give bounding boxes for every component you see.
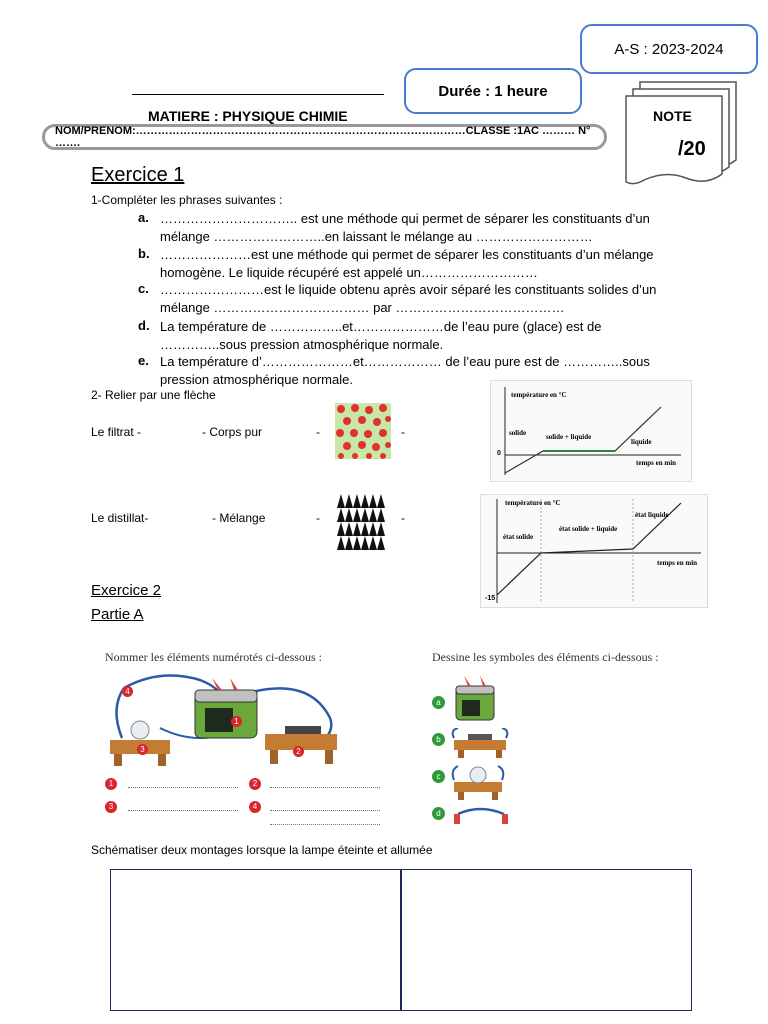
match-left-distillat: Le distillat-	[91, 511, 149, 525]
student-info-field[interactable]	[42, 124, 607, 150]
student-info-text: NOM/PRENOM:………………………………………………………………………………CLASSE :1AC ……… N° …….	[55, 125, 591, 149]
note-score: /20	[678, 138, 706, 160]
match-dash: -	[316, 425, 320, 439]
answer-line-3[interactable]	[128, 810, 238, 811]
pure-substance-image	[337, 494, 385, 550]
header-rule	[132, 94, 384, 95]
q1-instruction: 1-Compléter les phrases suivantes :	[91, 193, 283, 207]
item-b-letter: b.	[138, 246, 150, 261]
answer-line-4[interactable]	[270, 810, 380, 811]
school-year-box	[580, 24, 758, 74]
graph1-xlabel: temps en min	[636, 459, 677, 467]
battery-icon	[452, 674, 498, 724]
number-badge-4: 4	[249, 801, 261, 813]
graph2-xlabel: temps en min	[657, 559, 698, 567]
heating-curve-graph	[480, 494, 708, 608]
letter-badge-a: a	[432, 696, 445, 709]
number-badge-1: 1	[105, 778, 117, 790]
answer-line-1[interactable]	[128, 787, 238, 788]
answer-line-4b[interactable]	[270, 824, 380, 825]
item-e-text: La température d’…………………et……………… de l’eau pure est de …………..sous pression atmosphérique normale.	[160, 354, 650, 387]
item-b-text: …………………est une méthode qui permet de séparer les constituants d’un mélange homogène. Le liquide récupéré est appelé un………………………	[160, 247, 654, 280]
duration: Durée : 1 heure	[438, 82, 548, 100]
drawing-box-lamp-on[interactable]	[400, 869, 692, 1011]
item-e-letter: e.	[138, 353, 149, 368]
wire-number-badge: 4	[122, 686, 133, 697]
letter-badge-b: b	[432, 733, 445, 746]
graph2-solid-label: état solide	[503, 533, 534, 541]
item-d-letter: d.	[138, 318, 150, 333]
switch-icon	[450, 728, 510, 758]
number-badge-2: 2	[249, 778, 261, 790]
drawing-box-lamp-off[interactable]	[110, 869, 402, 1011]
graph2-mix-label: état solide + liquide	[559, 525, 618, 533]
graph1-mix-label: solide + liquide	[546, 433, 592, 441]
item-c-text: ……………………est le liquide obtenu après avoir séparé les constituants solides d’un mélange ……………………………… par …………………………………	[160, 282, 657, 315]
item-d-text: La température de ……………..et…………………de l’eau pure (glace) est de …………..sous pression atmosphérique normale.	[160, 319, 602, 352]
match-dash: -	[401, 511, 405, 525]
school-year: A-S : 2023-2024	[614, 40, 724, 58]
right-caption: Dessine les symboles des éléments ci-dessous :	[432, 650, 659, 664]
exercise2-title: Exercice 2	[91, 582, 162, 599]
switch-number-badge: 2	[293, 746, 304, 757]
left-caption: Nommer les éléments numérotés ci-dessous :	[105, 650, 322, 664]
heterogeneous-mixture-image	[335, 403, 391, 459]
note-paper-icon	[620, 80, 744, 186]
number-badge-3: 3	[105, 801, 117, 813]
note-box	[620, 80, 744, 186]
lamp-number-badge: 3	[137, 744, 148, 755]
item-a-text: ………………………….. est une méthode qui permet de séparer les constituants d’un mélange ……………………..en laissant le mélange au ………………………	[160, 211, 650, 244]
letter-badge-c: c	[432, 770, 445, 783]
graph1-ylabel: température en °C	[511, 391, 567, 399]
graph2-minus15: -15	[485, 595, 496, 602]
part-a-title: Partie A	[91, 606, 144, 623]
match-dash: -	[401, 425, 405, 439]
graph2-ylabel: température en °C	[505, 499, 561, 507]
match-middle-melange: - Mélange	[212, 511, 266, 525]
battery-number-badge: 1	[231, 716, 242, 727]
schema-instruction: Schématiser deux montages lorsque la lampe éteinte et allumée	[91, 843, 433, 857]
melting-curve-graph	[490, 380, 692, 482]
answer-line-2[interactable]	[270, 787, 380, 788]
match-dash: -	[316, 511, 320, 525]
item-c-letter: c.	[138, 281, 149, 296]
duration-box	[404, 68, 582, 114]
q2-instruction: 2- Relier par une flèche	[91, 388, 216, 402]
match-middle-corps-pur: - Corps pur	[202, 425, 263, 439]
wire-icon	[452, 804, 510, 826]
graph2-liquid-label: état liquide	[635, 511, 669, 519]
note-label: NOTE	[653, 108, 692, 124]
match-left-filtrat: Le filtrat -	[91, 425, 142, 439]
graph1-zero: 0	[497, 450, 501, 457]
lamp-icon	[450, 764, 506, 800]
item-a-letter: a.	[138, 210, 149, 225]
subject-title: MATIERE : PHYSIQUE CHIMIE	[148, 108, 348, 124]
exercise1-title: Exercice 1	[91, 164, 185, 186]
graph1-solid-label: solide	[509, 429, 527, 437]
letter-badge-d: d	[432, 807, 445, 820]
graph1-liquid-label: liquide	[631, 438, 652, 446]
